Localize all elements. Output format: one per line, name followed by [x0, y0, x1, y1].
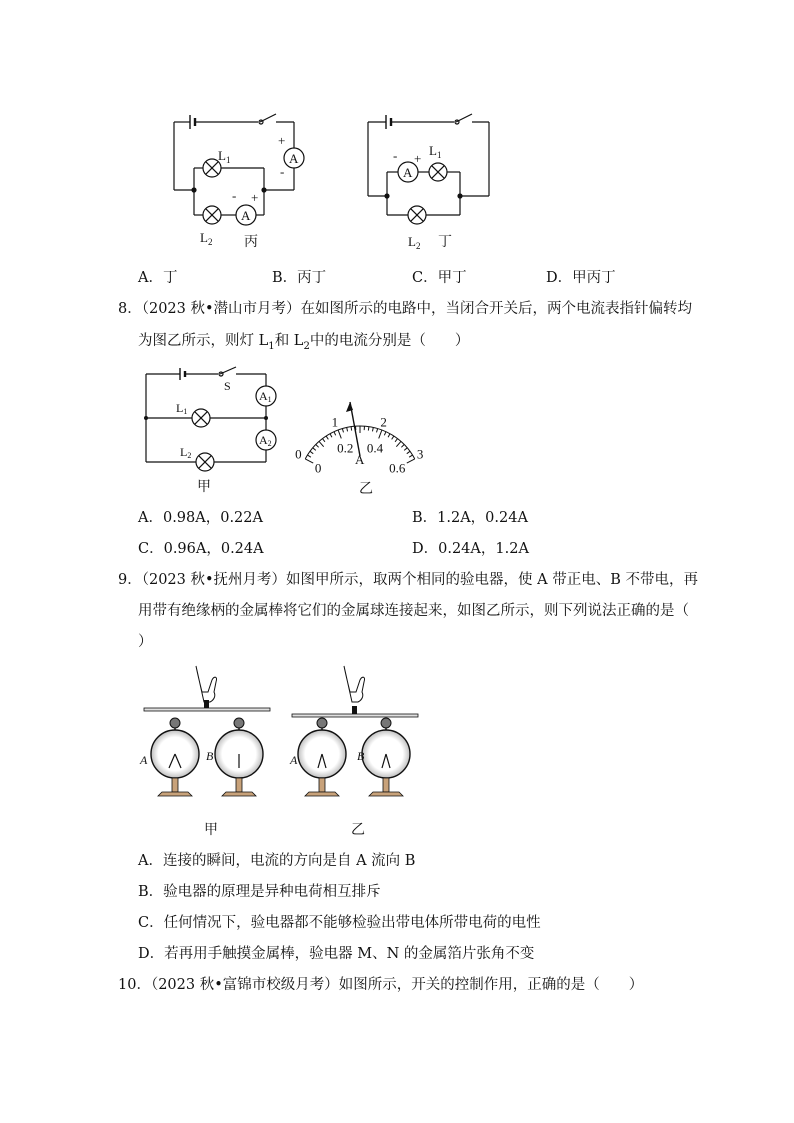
- q9-yi-label: 乙: [351, 823, 365, 838]
- meter-inner-label: 0.6: [389, 460, 406, 476]
- q8-option-d: D．0.24A，1.2A: [412, 541, 529, 557]
- meter-tick: [342, 429, 343, 433]
- bing-l1-label: $L_1$: [218, 148, 231, 165]
- meter-tick: [351, 427, 352, 431]
- q7-option-b: B．丙丁: [272, 270, 327, 286]
- meter-tick: [305, 459, 313, 463]
- meter-tick: [407, 459, 415, 463]
- q8-l1-label: L1: [176, 401, 188, 416]
- meter-tick: [396, 441, 401, 446]
- bing-ammeter2-label: A: [241, 208, 251, 223]
- q9-option-d: D．若再用手触摸金属棒，验电器 M、N 的金属箔片张角不变: [138, 946, 535, 962]
- meter-tick: [409, 455, 412, 457]
- q7-option-a: A．丁: [138, 270, 178, 286]
- meter-inner-label: 0.4: [366, 440, 384, 456]
- jia-label-b: B: [206, 749, 214, 763]
- q7-option-d: D．甲丙丁: [546, 270, 616, 286]
- q7-option-c: C．甲丁: [412, 270, 467, 286]
- meter-tick: [372, 427, 373, 431]
- meter-outer-label: 3: [416, 446, 424, 462]
- electroscope-pair-jia: [144, 666, 270, 796]
- q8-a1-label: A1: [259, 389, 272, 404]
- q8-a2-label: A2: [259, 433, 272, 448]
- meter-tick: [347, 427, 348, 431]
- q7-circuit-bing: [160, 108, 320, 253]
- q8-option-c: C．0.96A，0.24A: [138, 541, 264, 557]
- q10-stem-line1: 10．（2023 秋•富锦市校级月考）如图所示，开关的控制作用，正确的是（ ）: [118, 977, 644, 993]
- q9-stem-line1: 9．（2023 秋•抚州月考）如图甲所示，取两个相同的验电器，使 A 带正电、B 不带电，再: [118, 572, 698, 588]
- meter-tick: [368, 427, 369, 431]
- bing-ammeter1-label: A: [289, 151, 299, 166]
- meter-inner-label: 0.2: [337, 440, 354, 456]
- meter-tick: [395, 439, 397, 442]
- q9-stem-line2: 用带有绝缘柄的金属棒将它们的金属球连接起来，如图乙所示，则下列说法正确的是（: [138, 603, 689, 619]
- bing-l2-label: $L_2$: [200, 230, 213, 247]
- jia-label-a: A: [140, 753, 148, 767]
- meter-inner-label: 0: [314, 460, 322, 476]
- meter-tick: [404, 448, 407, 451]
- meter-tick: [313, 448, 316, 451]
- q9-option-c: C．任何情况下，验电器都不能够检验出带电体所带电荷的电性: [138, 915, 541, 931]
- meter-tick: [377, 429, 378, 433]
- q8-l2-label: L2: [180, 445, 192, 460]
- ding-ammeter-label: A: [403, 165, 413, 180]
- meter-tick: [319, 441, 324, 446]
- meter-tick: [388, 434, 390, 438]
- q8-jia-label: 甲: [197, 480, 211, 495]
- meter-tick: [379, 430, 382, 438]
- meter-outer-label: 0: [295, 446, 302, 462]
- meter-tick: [316, 445, 319, 448]
- q8-stem-line2: 为图乙所示，则灯 $L_1$和 $L_2$中的电流分别是（ ）: [138, 333, 470, 352]
- meter-tick: [384, 432, 386, 436]
- meter-tick: [392, 436, 394, 439]
- q9-option-b: B．验电器的原理是异种电荷相互排斥: [138, 884, 381, 900]
- q8-option-b: B．1.2A，0.24A: [412, 510, 528, 526]
- bing-plus2: +: [251, 190, 259, 205]
- q9-jia-label: 甲: [204, 823, 218, 838]
- q8-circuit-jia: [138, 362, 288, 497]
- ding-minus: -: [393, 148, 398, 163]
- meter-tick: [326, 436, 328, 439]
- meter-tick: [307, 455, 310, 457]
- q8-yi-label: 乙: [359, 482, 373, 497]
- meter-unit: A: [355, 452, 365, 467]
- ding-figure-label: 丁: [438, 235, 452, 250]
- meter-outer-label: 1: [331, 414, 339, 430]
- q7-circuit-ding: [356, 108, 506, 253]
- meter-tick: [323, 439, 325, 442]
- q8-stem-line1: 8．（2023 秋•潜山市月考）在如图所示的电路中，当闭合开关后，两个电流表指针偏转均: [118, 301, 693, 317]
- q9-stem-line3: ）: [138, 634, 153, 650]
- bing-minus1: -: [280, 164, 285, 179]
- meter-tick: [310, 451, 313, 453]
- q8-option-a: A．0.98A，0.22A: [138, 510, 263, 526]
- meter-outer-label: 2: [380, 414, 387, 430]
- bing-figure-label: 丙: [244, 235, 258, 250]
- ding-l2-label: $L_2$: [408, 234, 421, 251]
- meter-tick: [401, 445, 404, 448]
- yi-label-a: A: [290, 753, 298, 767]
- meter-tick: [338, 430, 341, 438]
- q8-meter-yi: [288, 380, 438, 500]
- ding-l1-label: $L_1$: [429, 143, 442, 160]
- q9-option-a: A．连接的瞬间，电流的方向是自 A 流向 B: [138, 853, 416, 869]
- meter-tick: [407, 451, 410, 453]
- q9-electroscope-figure: [138, 662, 428, 844]
- bing-minus2: -: [232, 188, 237, 203]
- meter-tick: [334, 432, 336, 436]
- electroscope-pair-yi: [292, 666, 418, 796]
- bing-plus1: +: [278, 133, 286, 148]
- ding-plus: +: [414, 151, 422, 166]
- meter-tick: [330, 434, 332, 438]
- yi-label-b: B: [357, 749, 365, 763]
- q8-switch-label: S: [224, 379, 231, 393]
